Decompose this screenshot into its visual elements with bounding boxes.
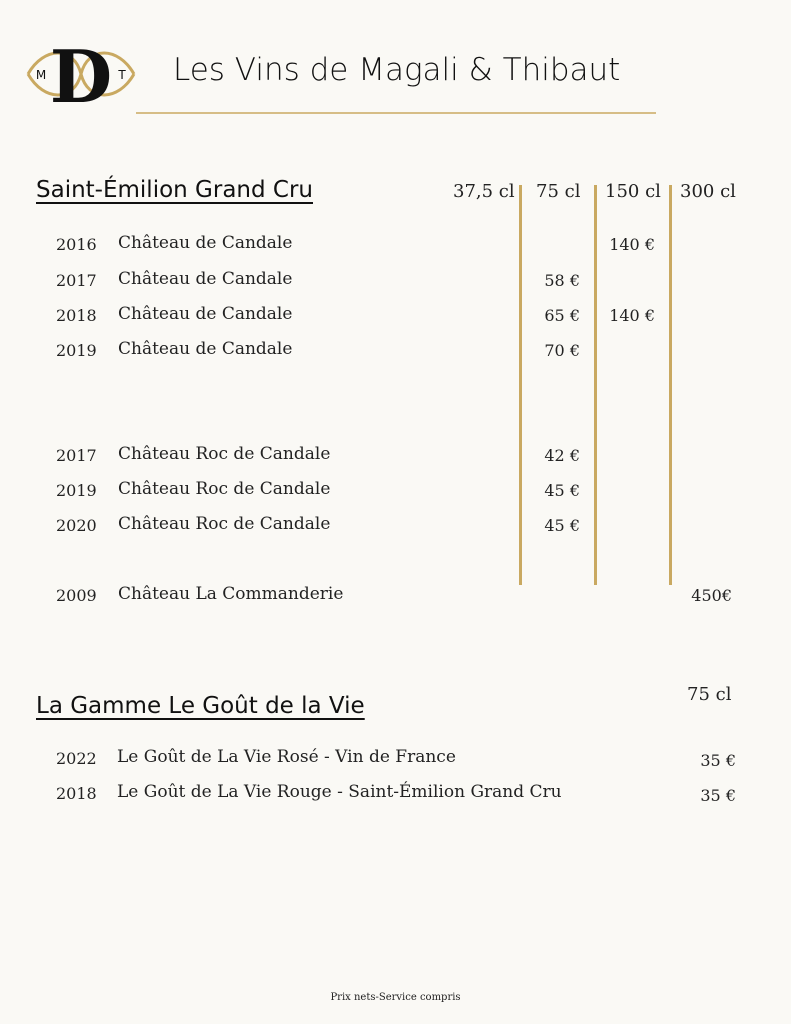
price-75cl: 45 € <box>544 516 580 535</box>
page-title: Les Vins de Magali & Thibaut <box>173 52 621 88</box>
column-divider <box>594 185 597 585</box>
price-75cl: 35 € <box>700 751 736 770</box>
column-header-75cl: 75 cl <box>536 181 581 202</box>
vintage-year: 2016 <box>56 235 97 254</box>
vintage-year: 2018 <box>56 784 97 803</box>
price-75cl: 58 € <box>544 271 580 290</box>
vintage-year: 2019 <box>56 341 97 360</box>
wine-name: Château La Commanderie <box>118 584 344 604</box>
logo-letter-d: D <box>49 36 113 112</box>
wine-name: Château Roc de Candale <box>118 479 331 499</box>
wine-name: Château Roc de Candale <box>118 514 331 534</box>
column-header-37-5cl: 37,5 cl <box>453 181 515 202</box>
title-divider <box>136 112 656 114</box>
section-title-saint-emilion: Saint-Émilion Grand Cru <box>36 177 313 203</box>
svg-text:T: T <box>118 68 126 82</box>
section-title-gout-de-la-vie: La Gamme Le Goût de la Vie <box>36 693 365 719</box>
vintage-year: 2020 <box>56 516 97 535</box>
vintage-year: 2019 <box>56 481 97 500</box>
vintage-year: 2022 <box>56 749 97 768</box>
svg-text:M: M <box>35 68 47 82</box>
wine-name: Château de Candale <box>118 304 293 324</box>
wine-name: Le Goût de La Vie Rosé - Vin de France <box>117 747 456 767</box>
vintage-year: 2017 <box>56 271 97 290</box>
vintage-year: 2009 <box>56 586 97 605</box>
column-header-75cl: 75 cl <box>687 684 732 705</box>
vintage-year: 2018 <box>56 306 97 325</box>
footer-note: Prix nets-Service compris <box>330 992 461 1003</box>
wine-name: Le Goût de La Vie Rouge - Saint-Émilion Grand Cru <box>117 782 562 802</box>
column-divider <box>669 185 672 585</box>
wine-name: Château de Candale <box>118 339 293 359</box>
price-75cl: 35 € <box>700 786 736 805</box>
logo <box>24 36 138 112</box>
price-300cl: 450€ <box>691 586 732 605</box>
price-75cl: 42 € <box>544 446 580 465</box>
wine-name: Château de Candale <box>118 233 293 253</box>
price-150cl: 140 € <box>609 235 655 254</box>
column-header-150cl: 150 cl <box>605 181 661 202</box>
price-75cl: 65 € <box>544 306 580 325</box>
wine-name: Château Roc de Candale <box>118 444 331 464</box>
wine-name: Château de Candale <box>118 269 293 289</box>
column-divider <box>519 185 522 585</box>
column-header-300cl: 300 cl <box>680 181 736 202</box>
price-75cl: 45 € <box>544 481 580 500</box>
price-75cl: 70 € <box>544 341 580 360</box>
vintage-year: 2017 <box>56 446 97 465</box>
price-150cl: 140 € <box>609 306 655 325</box>
